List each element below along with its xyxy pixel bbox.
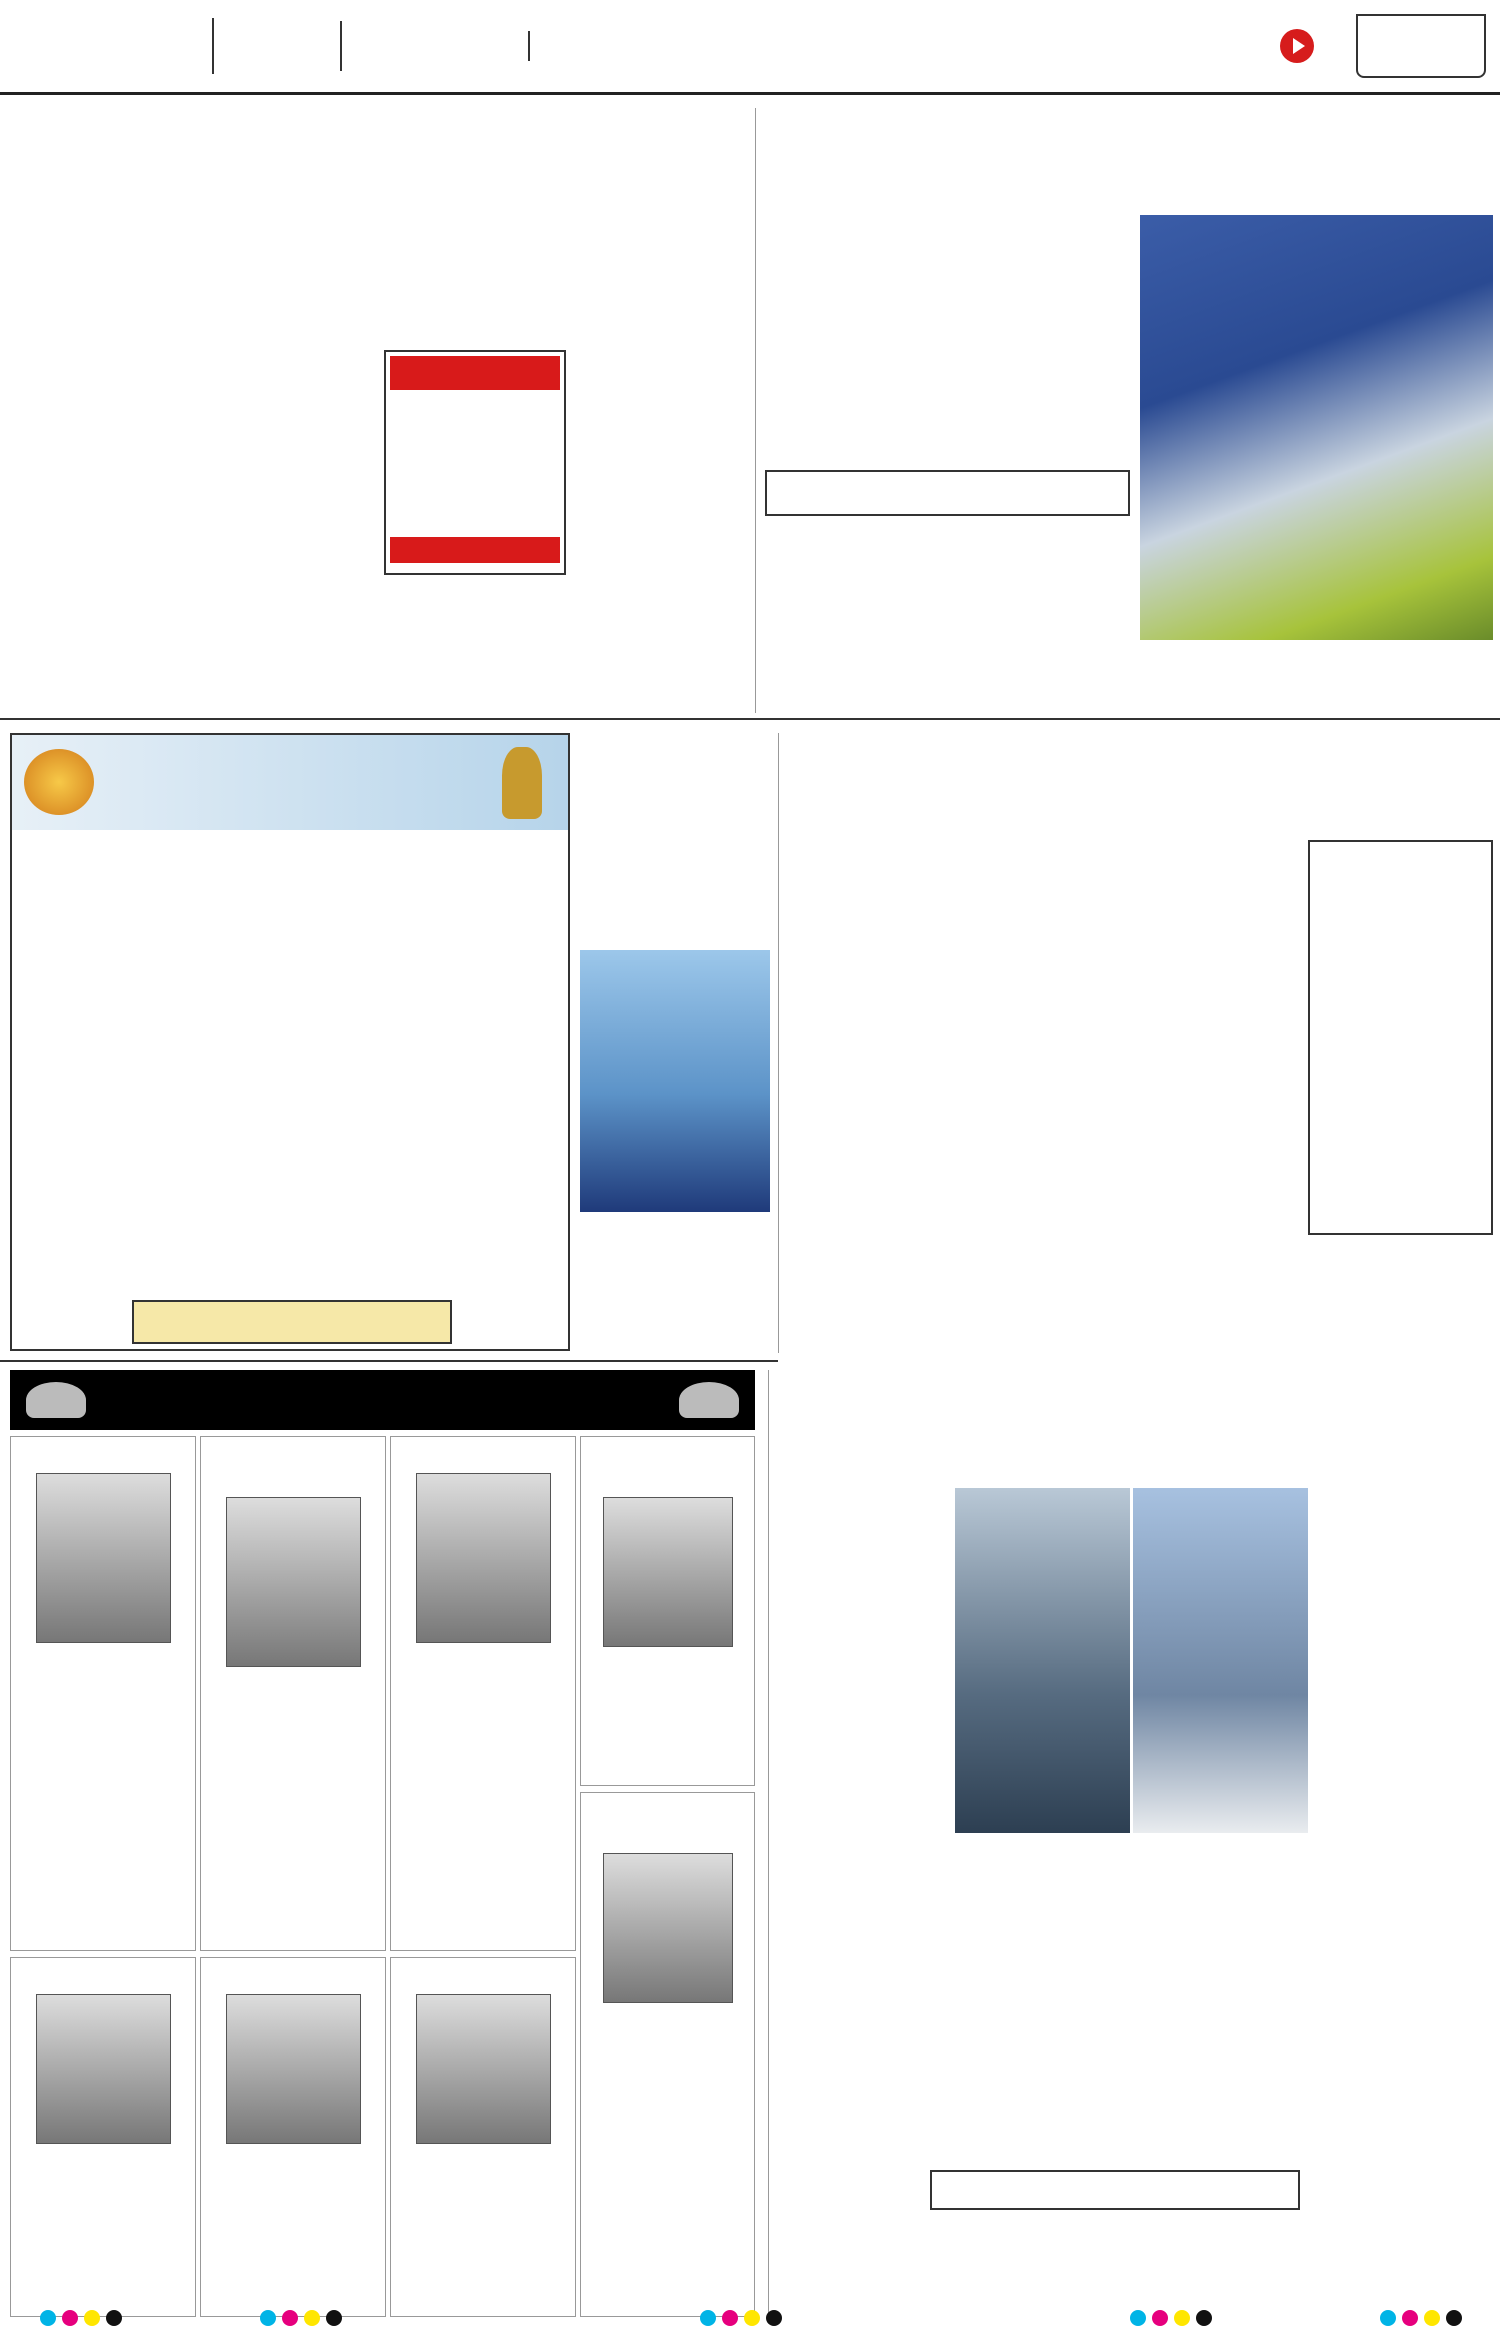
hockey-body xyxy=(580,860,770,945)
ranji-photo-caption-right xyxy=(1133,1836,1308,1858)
obituary-card xyxy=(200,1436,386,1951)
obituary-name xyxy=(589,1653,746,1675)
league-box-title xyxy=(390,356,560,390)
obituary-card xyxy=(580,1792,755,2317)
masthead xyxy=(0,0,1500,95)
obituary-photo xyxy=(416,1994,551,2144)
obituary-photo xyxy=(226,1497,361,1667)
section-title xyxy=(1280,21,1324,71)
ranji-body-lower xyxy=(955,1862,1308,2072)
obituary-name xyxy=(19,2150,187,2172)
obituary-text xyxy=(399,2172,567,2282)
obituary-card xyxy=(200,1957,386,2317)
obituary-title xyxy=(399,1443,567,1467)
obituary-card xyxy=(580,1436,755,1786)
tennis-body-bottom xyxy=(1140,700,1493,710)
page-number xyxy=(1356,14,1486,78)
issue-year xyxy=(340,21,510,71)
section-divider xyxy=(0,718,1500,720)
obituaries-title xyxy=(100,1370,660,1430)
print-registration-marks xyxy=(1380,2310,1462,2326)
obituary-text xyxy=(19,1671,187,1921)
ranji-player-photo-left xyxy=(955,1488,1130,1833)
print-registration-marks xyxy=(700,2310,782,2326)
obituary-title xyxy=(589,1443,746,1491)
league-match-1 xyxy=(390,412,560,450)
lead-body xyxy=(10,230,380,710)
superleague-headline xyxy=(780,2078,1495,2164)
league-match-2-venue xyxy=(390,518,560,533)
ranji-scoreboard-title xyxy=(1315,1820,1493,1842)
obituary-card xyxy=(10,1957,196,2317)
play-icon xyxy=(1280,29,1314,63)
print-registration-marks xyxy=(1130,2310,1212,2326)
obituary-name xyxy=(209,1673,377,1695)
obituary-title xyxy=(209,1443,377,1491)
obituary-text xyxy=(19,2172,187,2282)
column-divider-3 xyxy=(768,1370,769,2320)
obituary-name xyxy=(209,2150,377,2172)
obituary-photo xyxy=(416,1473,551,1643)
league-broadcast xyxy=(390,537,560,563)
hockey-photo-caption xyxy=(580,1215,770,1237)
newspaper-logo xyxy=(14,16,194,76)
ranji-photo-caption-left xyxy=(955,1836,1130,1858)
league-match-1-info xyxy=(390,450,560,480)
hockey-headline xyxy=(580,733,770,853)
world-cup-box xyxy=(10,733,570,1351)
superleague-body xyxy=(790,2215,1490,2315)
ranji-player-photo-right xyxy=(1133,1488,1308,1833)
tennis-body xyxy=(765,220,1130,710)
tennis-headline xyxy=(953,110,1493,200)
world-cup-body xyxy=(22,905,562,1295)
trophy-icon xyxy=(502,747,542,819)
world-cup-banner xyxy=(107,749,487,819)
hockey-coach-photo xyxy=(580,950,770,1212)
obituary-title xyxy=(19,1964,187,1988)
league-box xyxy=(384,350,566,575)
tennis-photo-caption xyxy=(1140,645,1493,695)
tri-series-kicker xyxy=(790,740,1000,830)
obituary-title xyxy=(209,1964,377,1988)
ranji-body-left xyxy=(790,1520,950,2070)
tennis-inset-label xyxy=(765,470,1130,516)
league-box-subtitle xyxy=(390,390,560,412)
ranji-kicker xyxy=(790,1245,1493,1285)
obituary-card xyxy=(10,1436,196,1951)
obituary-text xyxy=(209,1695,377,1925)
obituary-title xyxy=(19,1443,187,1467)
obituary-title xyxy=(399,1964,567,1988)
obituary-name xyxy=(399,1649,567,1671)
section-divider-2 xyxy=(0,1360,778,1362)
obituary-text xyxy=(209,2172,377,2282)
tri-series-scoreboard xyxy=(1308,840,1493,1235)
print-registration-marks xyxy=(40,2310,122,2326)
obituary-photo xyxy=(36,1473,171,1643)
issue-date-box xyxy=(212,18,322,74)
lead-headline xyxy=(10,108,745,220)
tri-series-headline xyxy=(1010,735,1493,830)
obituary-text xyxy=(399,1671,567,1921)
obituary-name xyxy=(19,1649,187,1671)
lead-body-right xyxy=(572,230,745,710)
obituaries-banner xyxy=(10,1370,755,1430)
candle-icon-right xyxy=(679,1382,739,1418)
league-match-2 xyxy=(390,480,560,518)
column-divider xyxy=(755,108,756,713)
obituary-card xyxy=(390,1957,576,2317)
world-cup-logo-icon xyxy=(24,749,94,815)
tennis-photo xyxy=(1140,215,1493,640)
world-cup-countdown xyxy=(132,1300,452,1344)
obituary-photo xyxy=(603,1497,733,1647)
obituary-photo xyxy=(603,1853,733,2003)
superleague-kicker xyxy=(930,2170,1300,2210)
edition-region xyxy=(528,31,778,61)
tri-series-body xyxy=(790,840,1300,1235)
tennis-kicker xyxy=(765,118,943,206)
hockey-body-bottom xyxy=(580,1240,770,1350)
obituary-photo xyxy=(226,1994,361,2144)
obituary-text xyxy=(589,2053,746,2253)
column-divider-2 xyxy=(778,733,779,1353)
obituary-text xyxy=(589,1675,746,1775)
obituary-name xyxy=(589,2009,746,2053)
world-cup-headline xyxy=(22,835,562,897)
print-registration-marks xyxy=(260,2310,342,2326)
obituary-photo xyxy=(36,1994,171,2144)
ranji-scoreboard xyxy=(1315,1520,1493,2070)
obituary-name xyxy=(399,2150,567,2172)
obituary-card xyxy=(390,1436,576,1951)
candle-icon xyxy=(26,1382,86,1418)
obituary-title xyxy=(589,1799,746,1847)
ranji-headline xyxy=(780,1290,1495,1370)
tri-series-scoreboard-title xyxy=(1314,846,1487,868)
